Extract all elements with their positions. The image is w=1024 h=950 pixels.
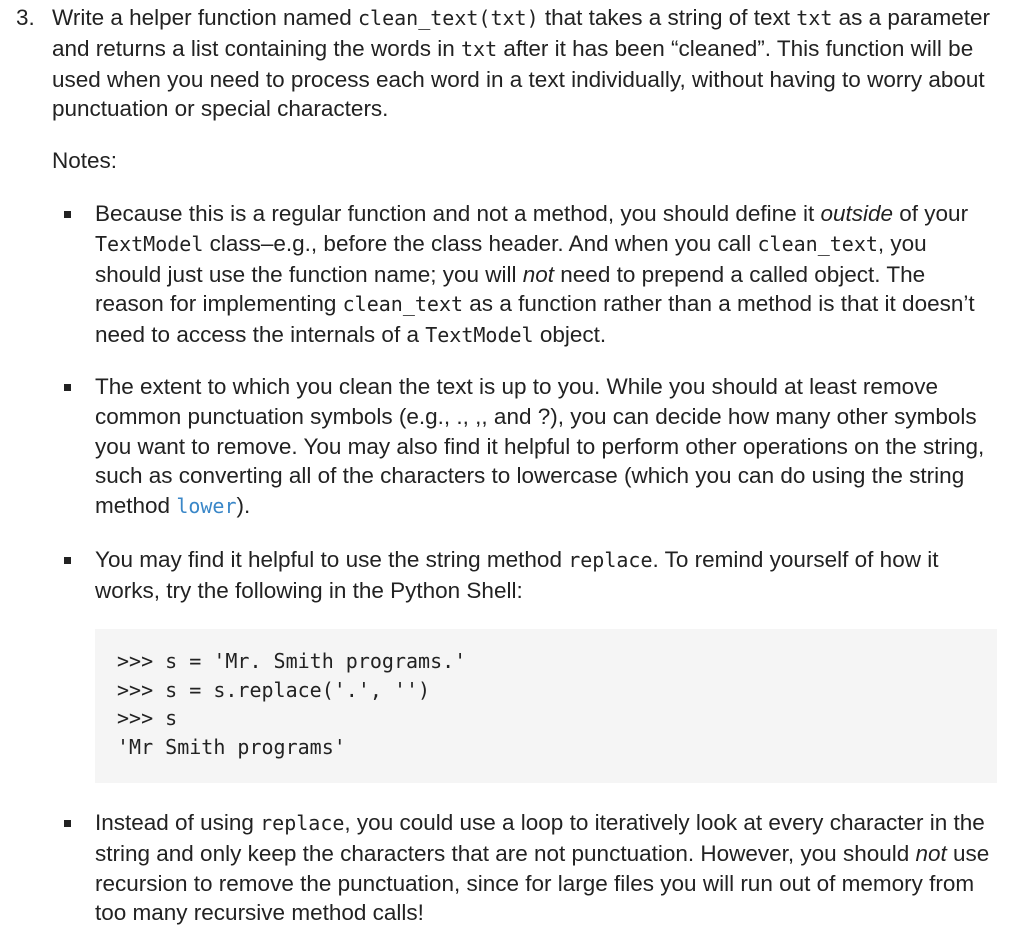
bullet-marker (64, 557, 71, 564)
b4-text-3: use recursion to remove the punctuation, since for large files you will run out of memory from too many recursive method calls! (95, 840, 990, 926)
bullet-replace-method (95, 545, 995, 606)
bullet-marker (64, 384, 71, 391)
bullet-marker (64, 820, 71, 827)
b4-emphasis-not: not (915, 840, 947, 866)
b3-text-2: . To remind yourself of how it works, try the following in the Python Shell: (95, 547, 939, 603)
b1-text-1: Because this is a regular function and not a method, you should define it (95, 201, 821, 226)
intro-paragraph (52, 3, 997, 124)
b1-text-4: , you should just use the function name; you will (95, 230, 927, 287)
b1-text-6: as a function rather than a method is that it doesn’t need to access the internals of a (95, 291, 975, 348)
b1-text-2: of your (893, 201, 969, 226)
intro-text-4: after it has been “cleaned”. This function will be used when you need to process each word in a text individually, without having to worry about punctuation or special characters. (52, 35, 985, 122)
b2-text-2: ). (236, 493, 251, 519)
b1-text-7: object. (533, 322, 607, 348)
code-line: 'Mr Smith programs' (117, 734, 346, 759)
code-line: >>> s = s.replace('.', '') (117, 677, 431, 702)
intro-code-txt-2: txt (460, 36, 498, 61)
b1-code-textmodel-2: TextModel (425, 323, 534, 348)
intro-text-1: Write a helper function named (52, 5, 359, 30)
code-line: >>> s = 'Mr. Smith programs.' (117, 649, 467, 673)
b1-code-textmodel: TextModel (95, 231, 204, 256)
b2-code-lower-link[interactable]: lower (176, 494, 237, 519)
b4-text-2: , you could use a loop to iteratively look at every character in the string and only keep the characters that are not punctuation. However, you should (95, 810, 985, 866)
b1-code-clean-text: clean_text (757, 231, 878, 256)
intro-code-txt: txt (796, 6, 833, 30)
bullet-cleaning-extent (95, 372, 995, 522)
b2-text-1: The extent to which you clean the text is up to you. While you should at least remove common punctuation symbols (e.g., ., ,, and ?), you can decide how many other symbols you want to remove. You may also find it helpful to perform other operations on the string, such as converting all of the characters to lowercase (which you can do using the string method (95, 374, 985, 519)
b1-text-3: class–e.g., before the class header. And when you call (203, 230, 758, 256)
intro-code-function-signature: clean_text(txt) (358, 6, 539, 30)
b4-text-1: Instead of using (95, 810, 261, 835)
b1-code-clean-text-2: clean_text (342, 292, 464, 317)
b3-text-1: You may find it helpful to use the string method (95, 547, 569, 572)
b1-text-5: need to prepend a called object. The reason for implementing (95, 261, 926, 317)
bullet-marker (64, 211, 71, 218)
b1-emphasis-outside: outside (820, 201, 894, 226)
b4-code-replace: replace (260, 811, 345, 835)
b1-emphasis-not: not (522, 261, 555, 287)
bullet-define-outside (95, 199, 995, 351)
intro-text-3: as a parameter and returns a list containing the words in (52, 5, 990, 61)
code-example-block (95, 629, 997, 783)
b3-code-replace: replace (568, 548, 653, 572)
bullet-loop-alternative (95, 808, 995, 928)
intro-text-2: that takes a string of text (538, 5, 797, 30)
code-line: >>> s (117, 706, 178, 730)
item-number: 3. (16, 5, 35, 30)
notes-label: Notes: (52, 148, 118, 173)
